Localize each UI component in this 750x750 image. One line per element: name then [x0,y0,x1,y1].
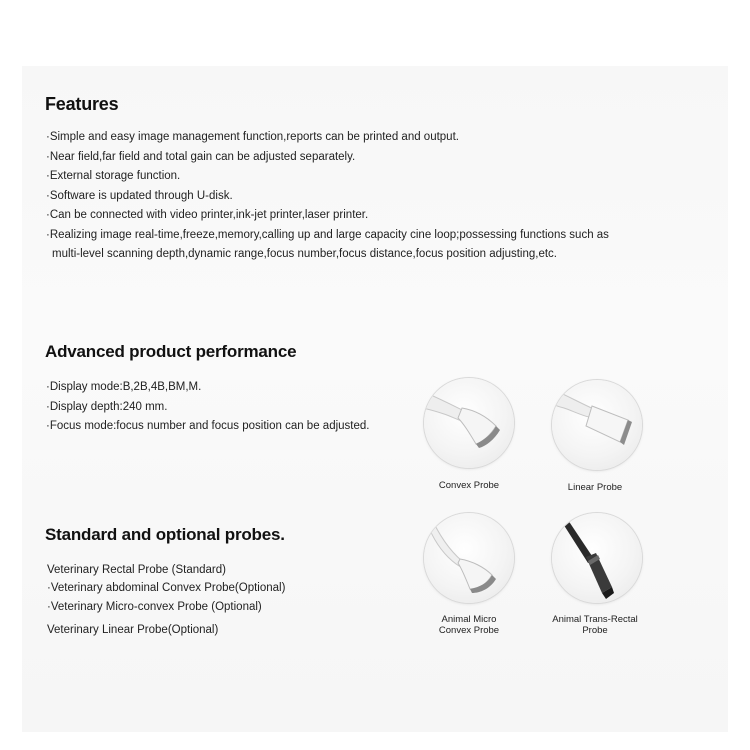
list-item: ·Display depth:240 mm. [46,400,168,413]
performance-list [46,378,369,437]
probes-list [47,562,285,643]
linear-probe-image [552,380,642,470]
convex-probe-caption: Convex Probe [438,480,500,491]
caption-line: Convex Probe [438,625,500,636]
list-item: ·Veterinary abdominal Convex Probe(Optional) [47,582,286,594]
list-item: ·Near field,far field and total gain can be adjusted separately. [46,150,356,163]
micro-convex-probe-image [424,513,514,603]
list-item: ·Can be connected with video printer,ink-jet printer,laser printer. [46,209,369,221]
list-item-text: ·Realizing image real-time,freeze,memory,calling up and large capacity cine loop;possessing functions such as [46,228,609,241]
probes-heading: Standard and optional probes. [45,525,285,544]
trans-rectal-probe-caption [540,614,650,636]
trans-rectal-probe-image [552,513,642,603]
linear-probe-icon [552,380,642,470]
list-item: ·Display mode:B,2B,4B,BM,M. [46,381,202,393]
caption-line: Animal Trans-Rectal [552,614,638,625]
linear-probe-caption: Linear Probe [567,482,623,493]
micro-convex-probe-caption [414,614,524,636]
list-item: Veterinary Rectal Probe (Standard) [47,564,226,576]
performance-heading: Advanced product performance [45,342,297,361]
list-item-continuation: multi-level scanning depth,dynamic range,focus number,focus distance,focus position adjusting,etc. [52,248,558,260]
caption-line: Animal Micro [441,614,497,625]
features-heading: Features [45,94,119,114]
list-item: ·External storage function. [46,170,181,182]
convex-probe-icon [424,378,514,468]
convex-probe-image [424,378,514,468]
list-item [46,226,609,265]
list-item: ·Simple and easy image management function,reports can be printed and output. [46,131,459,143]
list-item: ·Veterinary Micro-convex Probe (Optional) [47,601,262,613]
micro-convex-probe-icon [424,513,514,603]
list-item: ·Focus mode:focus number and focus position can be adjusted. [46,420,370,432]
list-item: Veterinary Linear Probe(Optional) [47,624,219,636]
trans-rectal-probe-icon [552,513,642,603]
list-item: ·Software is updated through U-disk. [46,189,233,202]
caption-line: Probe [582,625,608,636]
features-list [46,128,609,265]
